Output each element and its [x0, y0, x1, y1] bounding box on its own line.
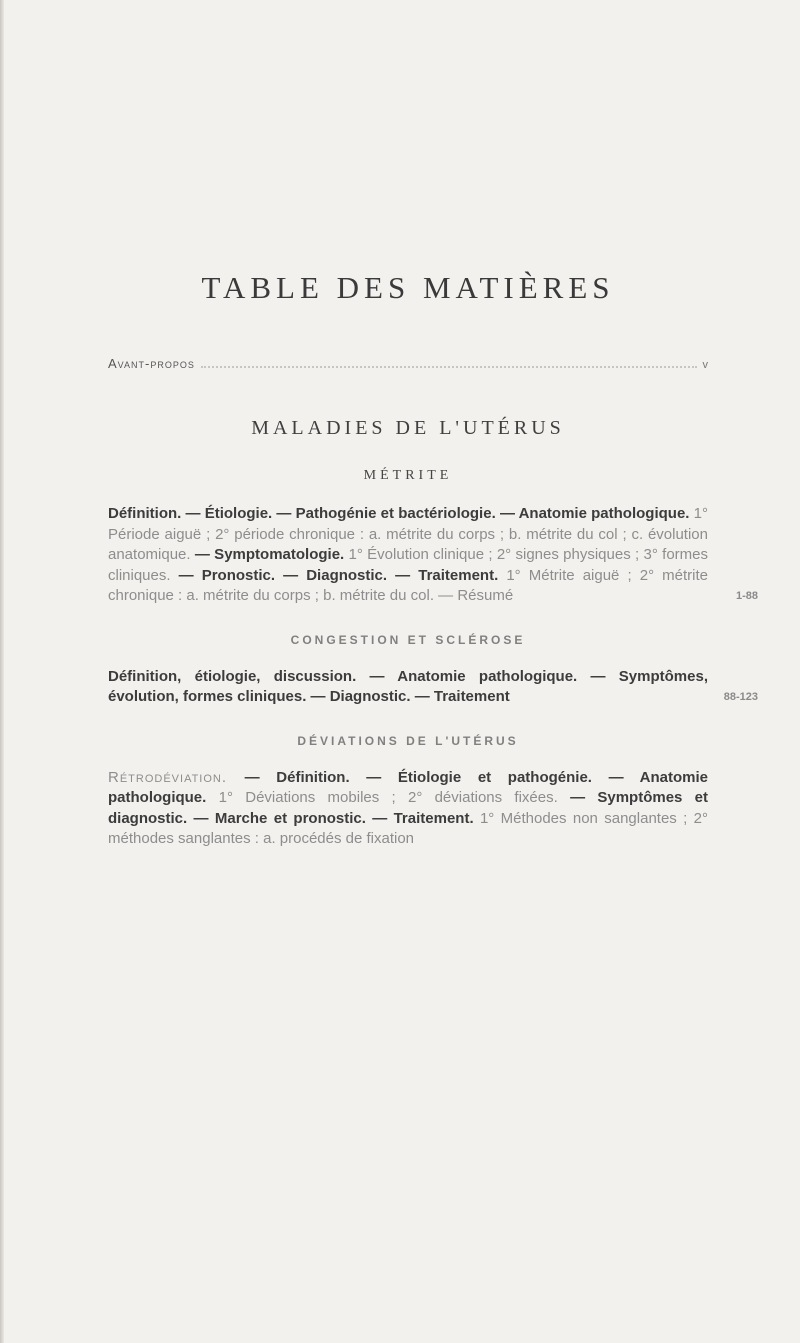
section-summary-metrite[interactable] [108, 504, 758, 607]
summary-segment: Définition. — Étiologie. — Pathogénie et bactériologie. — Anatomie pathologique. [108, 505, 694, 522]
part-title: MALADIES DE L'UTÉRUS [251, 417, 565, 439]
toc-entry-avant-propos[interactable] [108, 354, 708, 375]
dot-leader [201, 366, 697, 368]
summary-segment: 1° Évolution clinique ; 2° signes physiques ; 3° formes cliniques. [108, 546, 708, 584]
summary-segment: 1° Déviations mobiles ; 2° déviations fixées. [218, 789, 571, 806]
section-title-metrite: MÉTRITE [363, 468, 453, 483]
section-title-deviations: DÉVIATIONS DE L'UTÉRUS [297, 733, 519, 748]
summary-segment: Rétrodéviation. [108, 768, 245, 786]
summary-segment: — Définition. — Étiologie et pathogénie. — Anatomie pathologique. [108, 768, 708, 806]
section-title-congestion: CONGESTION ET SCLÉROSE [290, 632, 526, 647]
section-pages-congestion: 88-123 [723, 691, 758, 703]
summary-segment: — Pronostic. — Diagnostic. — Traitement. [178, 566, 507, 584]
avant-propos-label: Avant-propos [108, 356, 195, 371]
page-edge [0, 0, 4, 1343]
summary-segment: — Symptomatologie. [194, 546, 349, 563]
section-pages-metrite: 1-88 [735, 590, 758, 602]
summary-segment: 1° Période aiguë ; 2° période chronique : a. métrite du corps ; b. métrite du col ; c. évolution anatomique. [108, 505, 708, 563]
avant-propos-page: v [702, 359, 708, 371]
summary-segment: 1° Méthodes non sanglantes ; 2° méthodes sanglantes : a. procédés de fixation [108, 809, 708, 847]
summary-segment: — Symptômes et diagnostic. — Marche et pronostic. — Traitement. [108, 789, 708, 827]
section-summary-congestion[interactable] [108, 667, 758, 708]
section-summary-deviations[interactable] [108, 768, 708, 850]
summary-segment: 1° Métrite aiguë ; 2° métrite chronique : a. métrite du corps ; b. métrite du col. — Résumé [108, 566, 708, 604]
summary-segment: Définition, étiologie, discussion. — Anatomie pathologique. — Symptômes, évolution, formes cliniques. — Diagnostic. — Traitement [108, 667, 708, 705]
toc-page [108, 270, 758, 866]
page-title: TABLE DES MATIÈRES [201, 270, 615, 305]
